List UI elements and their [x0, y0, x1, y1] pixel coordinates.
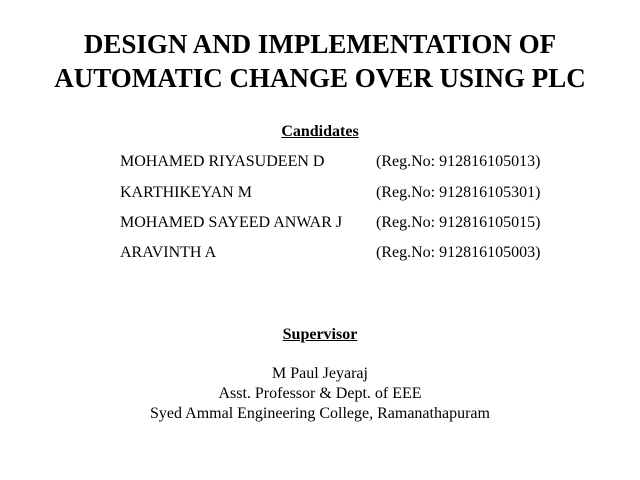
slide-title — [0, 27, 640, 95]
candidate-row — [120, 183, 560, 203]
candidate-reg-no: (Reg.No: 912816105003) — [376, 244, 541, 261]
candidate-row — [120, 213, 560, 233]
supervisor-details — [0, 364, 640, 424]
slide-title-line-1: DESIGN AND IMPLEMENTATION OF — [83, 29, 557, 59]
supervisor-institution: Syed Ammal Engineering College, Ramanathapuram — [150, 405, 490, 422]
candidate-row — [120, 152, 560, 172]
candidate-name: MOHAMED SAYEED ANWAR J — [120, 214, 343, 231]
candidate-reg-no: (Reg.No: 912816105301) — [376, 184, 541, 201]
candidate-name: ARAVINTH A — [120, 244, 217, 261]
candidate-reg-no: (Reg.No: 912816105015) — [376, 214, 541, 231]
supervisor-designation: Asst. Professor & Dept. of EEE — [218, 385, 422, 402]
supervisor-name: M Paul Jeyaraj — [272, 365, 368, 382]
slide-title-line-2: AUTOMATIC CHANGE OVER USING PLC — [54, 63, 586, 93]
candidate-name: KARTHIKEYAN M — [120, 184, 252, 201]
candidate-name: MOHAMED RIYASUDEEN D — [120, 153, 325, 170]
supervisor-heading: Supervisor — [282, 326, 358, 343]
candidate-reg-no: (Reg.No: 912816105013) — [376, 153, 541, 170]
candidate-row — [120, 243, 560, 263]
candidates-heading: Candidates — [281, 123, 359, 140]
